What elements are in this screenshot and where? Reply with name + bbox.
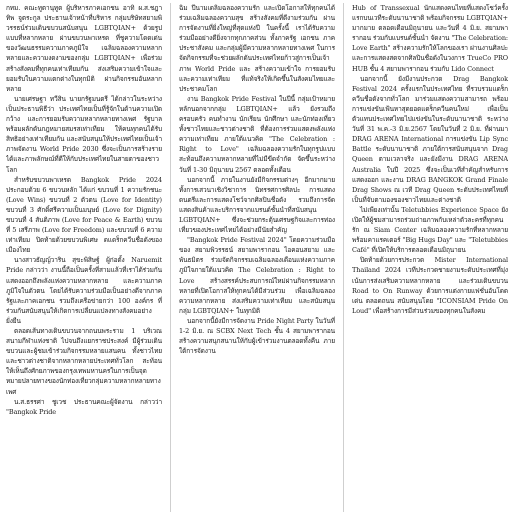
paragraph: น.ส.ธรรศา ชูเวช ประธานคณะผู้จัดงาน กล่าวว่า "Bangkok Pride <box>6 397 162 416</box>
column-divider <box>170 3 171 512</box>
paragraph: งาน Bangkok Pride Festival ในปีนี้ กลุ่มเป้าหมายหลักนอกจากกลุ่ม LGBTQIAN+ แล้ว ยังรวมถึงครอบครัว คนทำงาน นักเรียน นักศึกษา และนักท่องเที่ยวทั้งชาวไทยและชาวต่างชาติ ที่ต้องการร่วมแสดงพลังแห่งความเท่าเทียม ภายใต้แนวคิด "The Celebration : Right to Love" เฉลิมฉลองความรักในทุกรูปแบบ สะท้อนถึงความหลากหลายที่ไม่มีขีดจำกัด จัดขึ้นระหว่างวันที่ 1-30 มิถุนายน 2567 ตลอดทั้งเดือน <box>179 94 335 174</box>
paragraph: ปิดท้ายด้วยการประกวด Mister International Thailand 2024 เวทีประกวดชายงามระดับประเทศที่มุ่งเน้นการส่งเสริมความหลากหลาย และร่วมเดินขบวน Road to On Runway ด้วยการแต่งกายแฟชั่นอันโดดเด่น ตลอดถนน สนับสนุนโดย "ICONSIAM Pride On Loud" เพื่อสร้างการมีส่วนร่วมของทุกคนในสังคม <box>352 256 508 315</box>
paragraph: นางสาวธัญญ์วาริน สุขะพิสิษฐ์ ผู้ก่อตั้ง Naruemit Pride กล่าวว่า งานนี้ถือเป็นครั้งที่สามแล้วที่เราได้ร่วมกันแสดงออกถึงพลังแห่งความหลากหลาย และความภาคภูมิใจในตัวตน โดยได้รับความร่วมมือเป็นอย่างดีจากภาครัฐและภาคเอกชน รวมถึงเครือข่ายกว่า 100 องค์กร ที่ร่วมกันสนับสนุนให้เกิดการเปลี่ยนแปลงทางสังคมอย่างยั่งยืน <box>6 256 162 325</box>
paragraph: ไม่เพียงเท่านั้น Teletubbies Experience Space ยังเปิดให้ผู้ชมสามารถร่วมถ่ายภาพกับเหล่าตัวละครที่ทุกคนรัก ณ Siam Center เฉลิมฉลองความรักที่หลากหลาย พร้อมคาแรคเตอร์ "Big Hugs Day" และ "Teletubbies Café" ที่เปิดให้บริการตลอดเดือนมิถุนายน <box>352 205 508 255</box>
paragraph: นอกจากนี้ ยังมีงานประกวด Drag Bangkok Festival 2024 ครั้งแรกในประเทศไทย ที่รวบรวมแดร็กควีนชื่อดังจากทั่วโลก มาร่วมแสดงความสามารถ พร้อมการแข่งขันเฟ้นหาสุดยอดแดร็กควีนคนใหม่ เพื่อเป็นตัวแทนประเทศไทยไปแข่งขันในระดับนานาชาติ ระหว่างวันที่ 31 พ.ค.-3 มิ.ย.2567 โดยในวันที่ 2 มิ.ย. ที่ผ่านมา DRAG ARENA International การแข่งขัน Lip Sync Battle ระดับนานาชาติ ภายใต้การสนับสนุนจาก Drag Queen ตามเวลาจริง และยังมีงาน DRAG ARENA Australia ในปี 2025 ซึ่งจะเป็นเวทีสำคัญสำหรับการแสดงออก และงาน DRAG BANGKOK Grand Finale Drag Shows ณ เวที Drag Queen ระดับประเทศไทยที่เป็นที่จับตามองของชาวไทยและต่างชาติ <box>352 74 508 204</box>
article-column-left <box>6 3 162 512</box>
paragraph: ฉิม ปีนามเดลิมฉลองความรัก และเปิดโอกาสให้ทุกคนได้ร่วมเฉลิมฉลองความสุข สร้างสังคมที่ดีงามร่วมกัน ผ่านการจัดงานที่ยิ่งใหญ่ที่สุดแห่งปี ในครั้งนี้ เราได้รับความร่วมมืออย่างดียิ่งจากทุกภาคส่วน ทั้งภาครัฐ เอกชน ภาคประชาสังคม และกลุ่มผู้มีความหลากหลายทางเพศ ในการจัดกิจกรรมที่จะช่วยผลักดันประเทศไทยก้าวสู่การเป็นเจ้าภาพ World Pride และ สร้างความเข้าใจ การยอมรับ และความเท่าเทียม ที่แท้จริงให้เกิดขึ้นในสังคมไทยและประชาคมโลก <box>179 4 335 93</box>
paragraph: "Bangkok Pride Festival 2024" โดยความร่วมมือของ สยามพิวรรธน์ สยามพารากอน ไอคอนสยาม และพันธมิตร ร่วมจัดกิจกรรมเฉลิมฉลองเดือนแห่งความภาคภูมิใจภายใต้แนวคิด The Celebration : Right to Love สร้างสรรค์ประสบการณ์ใหม่ผ่านกิจกรรมหลากหลายที่เปิดโอกาสให้ทุกคนได้มีส่วนร่วม เพื่อเฉลิมฉลองความหลากหลาย ส่งเสริมความเท่าเทียม และสนับสนุนกลุ่ม LGBTQIAN+ ในทุกมิติ <box>179 236 335 315</box>
article-column-middle <box>179 3 335 512</box>
paragraph: ตลอดเส้นทางเดินขบวนจากถนนพระราม 1 บริเวณสนามกีฬาแห่งชาติ ไปจนถึงแยกราชประสงค์ มีผู้ร่วมเดินขบวนและผู้ชมเข้าร่วมกิจกรรมหลายแสนคน ทั้งชาวไทยและชาวต่างชาติจากหลากหลายประเทศทั่วโลก สะท้อนให้เห็นถึงศักยภาพของกรุงเทพมหานครในการเป็นจุดหมายปลายทางของนักท่องเที่ยวกลุ่มความหลากหลายทางเพศ <box>6 327 162 396</box>
article-column-right <box>352 3 508 512</box>
paragraph: นอกจากนี้ ภายในงานยังมีกิจกรรมต่างๆ อีกมากมาย ทั้งการเสวนาเชิงวิชาการ นิทรรศการศิลปะ การแสดงดนตรีและการแสดงโชว์จากศิลปินชื่อดัง รวมถึงการจัดแสดงสินค้าและบริการจากแบรนด์ชั้นนำที่สนับสนุน LGBTQIAN+ ซึ่งจะช่วยกระตุ้นเศรษฐกิจและการท่องเที่ยวของประเทศไทยได้อย่างมีนัยสำคัญ <box>179 175 335 235</box>
column-divider <box>343 3 344 512</box>
paragraph: กทม. คณะทูตานุทูต ผู้บริหารภาคเอกชน อาทิ ผ.ส.ชฎาทิพ จูตระกูล ประธานเจ้าหน้าที่บริหาร กลุ่มบริษัทสยามพิวรรธน์ร่วมเดินขบวนสนับสนุน LGBTQIAN+ ด้วยรูปแบบที่หลากหลาย ผ่านขบวนพาเหรด ที่ชูความโดดเด่นของวัฒนธรรมความภาคภูมิใจ เฉลิมฉลองความหลากหลายและความงดงามของกลุ่ม LGBTQIAN+ เพื่อร่วมสร้างสังคมที่ทุกคนเท่าเทียมกัน ส่งเสริมความเข้าใจและยอมรับในความแตกต่างในทุกมิติ ผ่านกิจกรรมอันหลากหลาย <box>6 4 162 93</box>
paragraph: สำหรับขบวนพาเหรด Bangkok Pride 2024 ประกอบด้วย 6 ขบวนหลัก ได้แก่ ขบวนที่ 1 ความรักชนะ (Love Wins) ขบวนที่ 2 ตัวตน (Love for Identity) ขบวนที่ 3 ศักดิ์ศรีความเป็นมนุษย์ (Love for Dignity) ขบวนที่ 4 สันติภาพ (Love for Peace & Earth) ขบวนที่ 5 เสรีภาพ (Love for Freedom) และขบวนที่ 6 ความเท่าเทียม ปิดท้ายด้วยขบวนพิเศษ ดแดร็กควีนชื่อดังของเมืองไทย <box>6 175 162 255</box>
paragraph: นายเศรษฐา ทวีสิน นายกรัฐมนตรี ได้กล่าวในระหว่างเป็นประธานพิธีว่า ประเทศไทยเป็นที่รู้จักในด้านความเปิดกว้าง และการยอมรับความหลากหลายทางเพศ รัฐบาลพร้อมผลักดันกฎหมายสมรสเท่าเทียม ให้คนทุกคนได้รับสิทธิอย่างเท่าเทียมกัน และสนับสนุนให้ประเทศไทยเป็นเจ้าภาพจัดงาน World Pride 2030 ซึ่งจะเป็นการสร้างรายได้และภาพลักษณ์ที่ดีให้กับประเทศไทยในสายตาของชาวโลก <box>6 94 162 174</box>
paragraph: Hub of Transsexual นักแสดงคนไทยที่แสดงโชว์ครั้งแรกบนเวทีระดับนานาชาติ พร้อมกิจกรรม LGBTQIAN+ มากมาย ตลอดเดือนมิถุนายน และวันที่ 4 มิ.ย. สยามพารากอน ร่วมกับแบรนด์ชั้นนำ จัดงาน "The Celebration: Love Earth" สร้างความรักให้โลกของเรา ผ่านงานศิลปะและการแสดงสดจากศิลปินชื่อดังในวงการ TrueCo PRO HUB ชั้น 4 สยามพารากอน ร่วมกับ Lido Connect <box>352 4 508 73</box>
paragraph: นอกจากนี้ยังมีการจัดงาน Pride Night Party ในวันที่ 1-2 มิ.ย. ณ SCBX Next Tech ชั้น 4 สยามพารากอน สร้างความสนุกสนานให้กับผู้เข้าร่วมงานตลอดทั้งคืน ภายใต้การจัดงาน <box>179 316 335 356</box>
